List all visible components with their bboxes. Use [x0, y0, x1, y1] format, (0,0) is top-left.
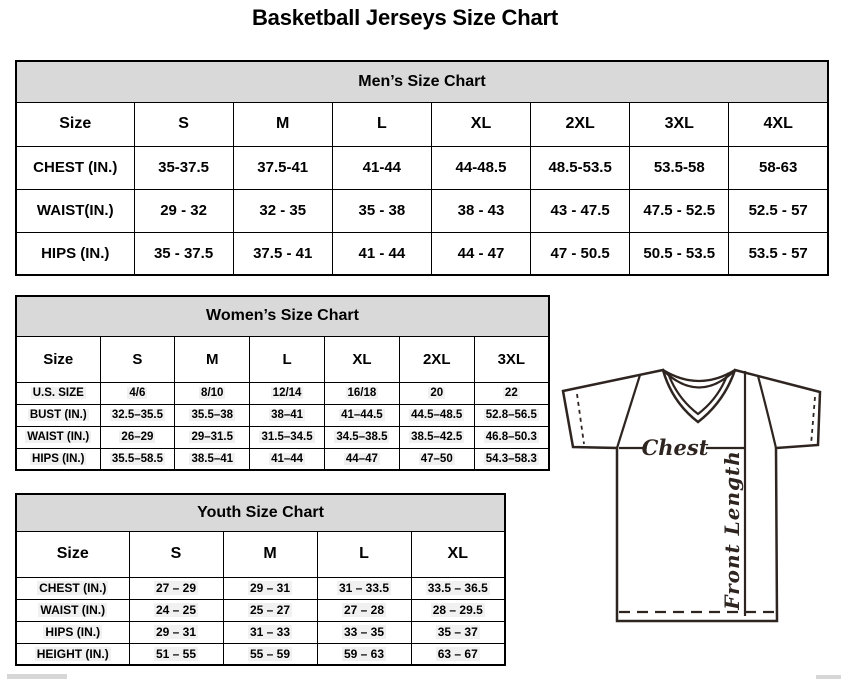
value-cell: 35-37.5: [134, 146, 233, 189]
value-cell: 25 – 27: [223, 599, 317, 621]
value-cell: 53.5-58: [630, 146, 729, 189]
value-cell: 32 - 35: [233, 189, 332, 232]
value-cell: 31.5–34.5: [250, 426, 325, 448]
right-armhole-seam: [758, 376, 776, 448]
size-header-row: [16, 531, 505, 577]
size-col-header: L: [317, 531, 411, 577]
value-cell: 29 – 31: [223, 577, 317, 599]
table-row: [16, 426, 549, 448]
row-label: HIPS (IN.): [16, 448, 100, 470]
value-cell: 4/6: [100, 382, 175, 404]
size-col-header: M: [175, 336, 250, 382]
size-label: Size: [16, 102, 134, 146]
value-cell: 55 – 59: [223, 643, 317, 665]
front-length-label: Front Length: [720, 450, 744, 610]
row-label: BUST (IN.): [16, 404, 100, 426]
value-cell: 38.5–42.5: [399, 426, 474, 448]
value-cell: 43 - 47.5: [531, 189, 630, 232]
size-col-header: 4XL: [729, 102, 828, 146]
value-cell: 38–41: [250, 404, 325, 426]
value-cell: 31 – 33.5: [317, 577, 411, 599]
right-cuff-dashed-line: [811, 397, 815, 445]
bottom-left-artifact: [7, 674, 67, 679]
value-cell: 29–31.5: [175, 426, 250, 448]
size-col-header: S: [134, 102, 233, 146]
table-title: Men’s Size Chart: [16, 61, 828, 102]
value-cell: 34.5–38.5: [324, 426, 399, 448]
value-cell: 29 - 32: [134, 189, 233, 232]
size-col-header: L: [250, 336, 325, 382]
value-cell: 33 – 35: [317, 621, 411, 643]
size-label: Size: [16, 336, 100, 382]
vneck-inner-line: [668, 373, 728, 414]
value-cell: 31 – 33: [223, 621, 317, 643]
value-cell: 44.5–48.5: [399, 404, 474, 426]
value-cell: 46.8–50.3: [474, 426, 549, 448]
size-col-header: M: [223, 531, 317, 577]
table-title: Women’s Size Chart: [16, 296, 549, 336]
table-row: [16, 404, 549, 426]
table-title: Youth Size Chart: [16, 494, 505, 531]
value-cell: 41-44: [332, 146, 431, 189]
value-cell: 44 - 47: [431, 232, 530, 275]
table-row: [16, 621, 505, 643]
womens-size-table: [15, 295, 550, 471]
size-col-header: XL: [411, 531, 505, 577]
value-cell: 58-63: [729, 146, 828, 189]
left-cuff-dashed-line: [577, 394, 584, 444]
value-cell: 26–29: [100, 426, 175, 448]
table-row: [16, 189, 828, 232]
left-armhole-seam: [617, 375, 640, 448]
size-col-header: M: [233, 102, 332, 146]
value-cell: 47–50: [399, 448, 474, 470]
value-cell: 37.5 - 41: [233, 232, 332, 275]
value-cell: 8/10: [175, 382, 250, 404]
row-label: U.S. SIZE: [16, 382, 100, 404]
value-cell: 41–44: [250, 448, 325, 470]
value-cell: 27 – 29: [129, 577, 223, 599]
size-col-header: 2XL: [399, 336, 474, 382]
value-cell: 50.5 - 53.5: [630, 232, 729, 275]
size-label: Size: [16, 531, 129, 577]
size-col-header: XL: [324, 336, 399, 382]
table-row: [16, 146, 828, 189]
page-title: Basketball Jerseys Size Chart: [251, 5, 559, 30]
table-row: [16, 643, 505, 665]
value-cell: 54.3–58.3: [474, 448, 549, 470]
value-cell: 53.5 - 57: [729, 232, 828, 275]
size-col-header: XL: [431, 102, 530, 146]
value-cell: 12/14: [250, 382, 325, 404]
size-col-header: S: [129, 531, 223, 577]
size-col-header: S: [100, 336, 175, 382]
row-label: CHEST (IN.): [16, 577, 129, 599]
value-cell: 24 – 25: [129, 599, 223, 621]
value-cell: 51 – 55: [129, 643, 223, 665]
value-cell: 32.5–35.5: [100, 404, 175, 426]
value-cell: 38.5–41: [175, 448, 250, 470]
value-cell: 59 – 63: [317, 643, 411, 665]
value-cell: 33.5 – 36.5: [411, 577, 505, 599]
row-label: HIPS (IN.): [16, 621, 129, 643]
size-col-header: 2XL: [531, 102, 630, 146]
value-cell: 44–47: [324, 448, 399, 470]
value-cell: 22: [474, 382, 549, 404]
value-cell: 35.5–38: [175, 404, 250, 426]
row-label: WAIST (IN.): [16, 599, 129, 621]
row-label: HEIGHT (IN.): [16, 643, 129, 665]
row-label: CHEST (IN.): [16, 146, 134, 189]
mens-size-table: [15, 60, 829, 276]
table-row: [16, 382, 549, 404]
table-row: [16, 448, 549, 470]
row-label: WAIST(IN.): [16, 189, 134, 232]
row-label: HIPS (IN.): [16, 232, 134, 275]
size-header-row: [16, 336, 549, 382]
value-cell: 44-48.5: [431, 146, 530, 189]
value-cell: 38 - 43: [431, 189, 530, 232]
value-cell: 48.5-53.5: [531, 146, 630, 189]
value-cell: 28 – 29.5: [411, 599, 505, 621]
bottom-right-artifact: [816, 675, 841, 679]
value-cell: 52.8–56.5: [474, 404, 549, 426]
size-col-header: 3XL: [630, 102, 729, 146]
chest-label: Chest: [641, 435, 709, 460]
table-row: [16, 599, 505, 621]
value-cell: 35 - 38: [332, 189, 431, 232]
value-cell: 20: [399, 382, 474, 404]
row-label: WAIST (IN.): [16, 426, 100, 448]
table-row: [16, 577, 505, 599]
value-cell: 27 – 28: [317, 599, 411, 621]
youth-size-table: [15, 493, 506, 666]
value-cell: 37.5-41: [233, 146, 332, 189]
value-cell: 16/18: [324, 382, 399, 404]
value-cell: 41–44.5: [324, 404, 399, 426]
size-col-header: 3XL: [474, 336, 549, 382]
value-cell: 29 – 31: [129, 621, 223, 643]
jersey-measurement-diagram: [556, 360, 840, 628]
value-cell: 41 - 44: [332, 232, 431, 275]
value-cell: 63 – 67: [411, 643, 505, 665]
value-cell: 35 - 37.5: [134, 232, 233, 275]
value-cell: 47.5 - 52.5: [630, 189, 729, 232]
value-cell: 35.5–58.5: [100, 448, 175, 470]
size-col-header: L: [332, 102, 431, 146]
size-header-row: [16, 102, 828, 146]
value-cell: 35 – 37: [411, 621, 505, 643]
value-cell: 52.5 - 57: [729, 189, 828, 232]
value-cell: 47 - 50.5: [531, 232, 630, 275]
table-row: [16, 232, 828, 275]
